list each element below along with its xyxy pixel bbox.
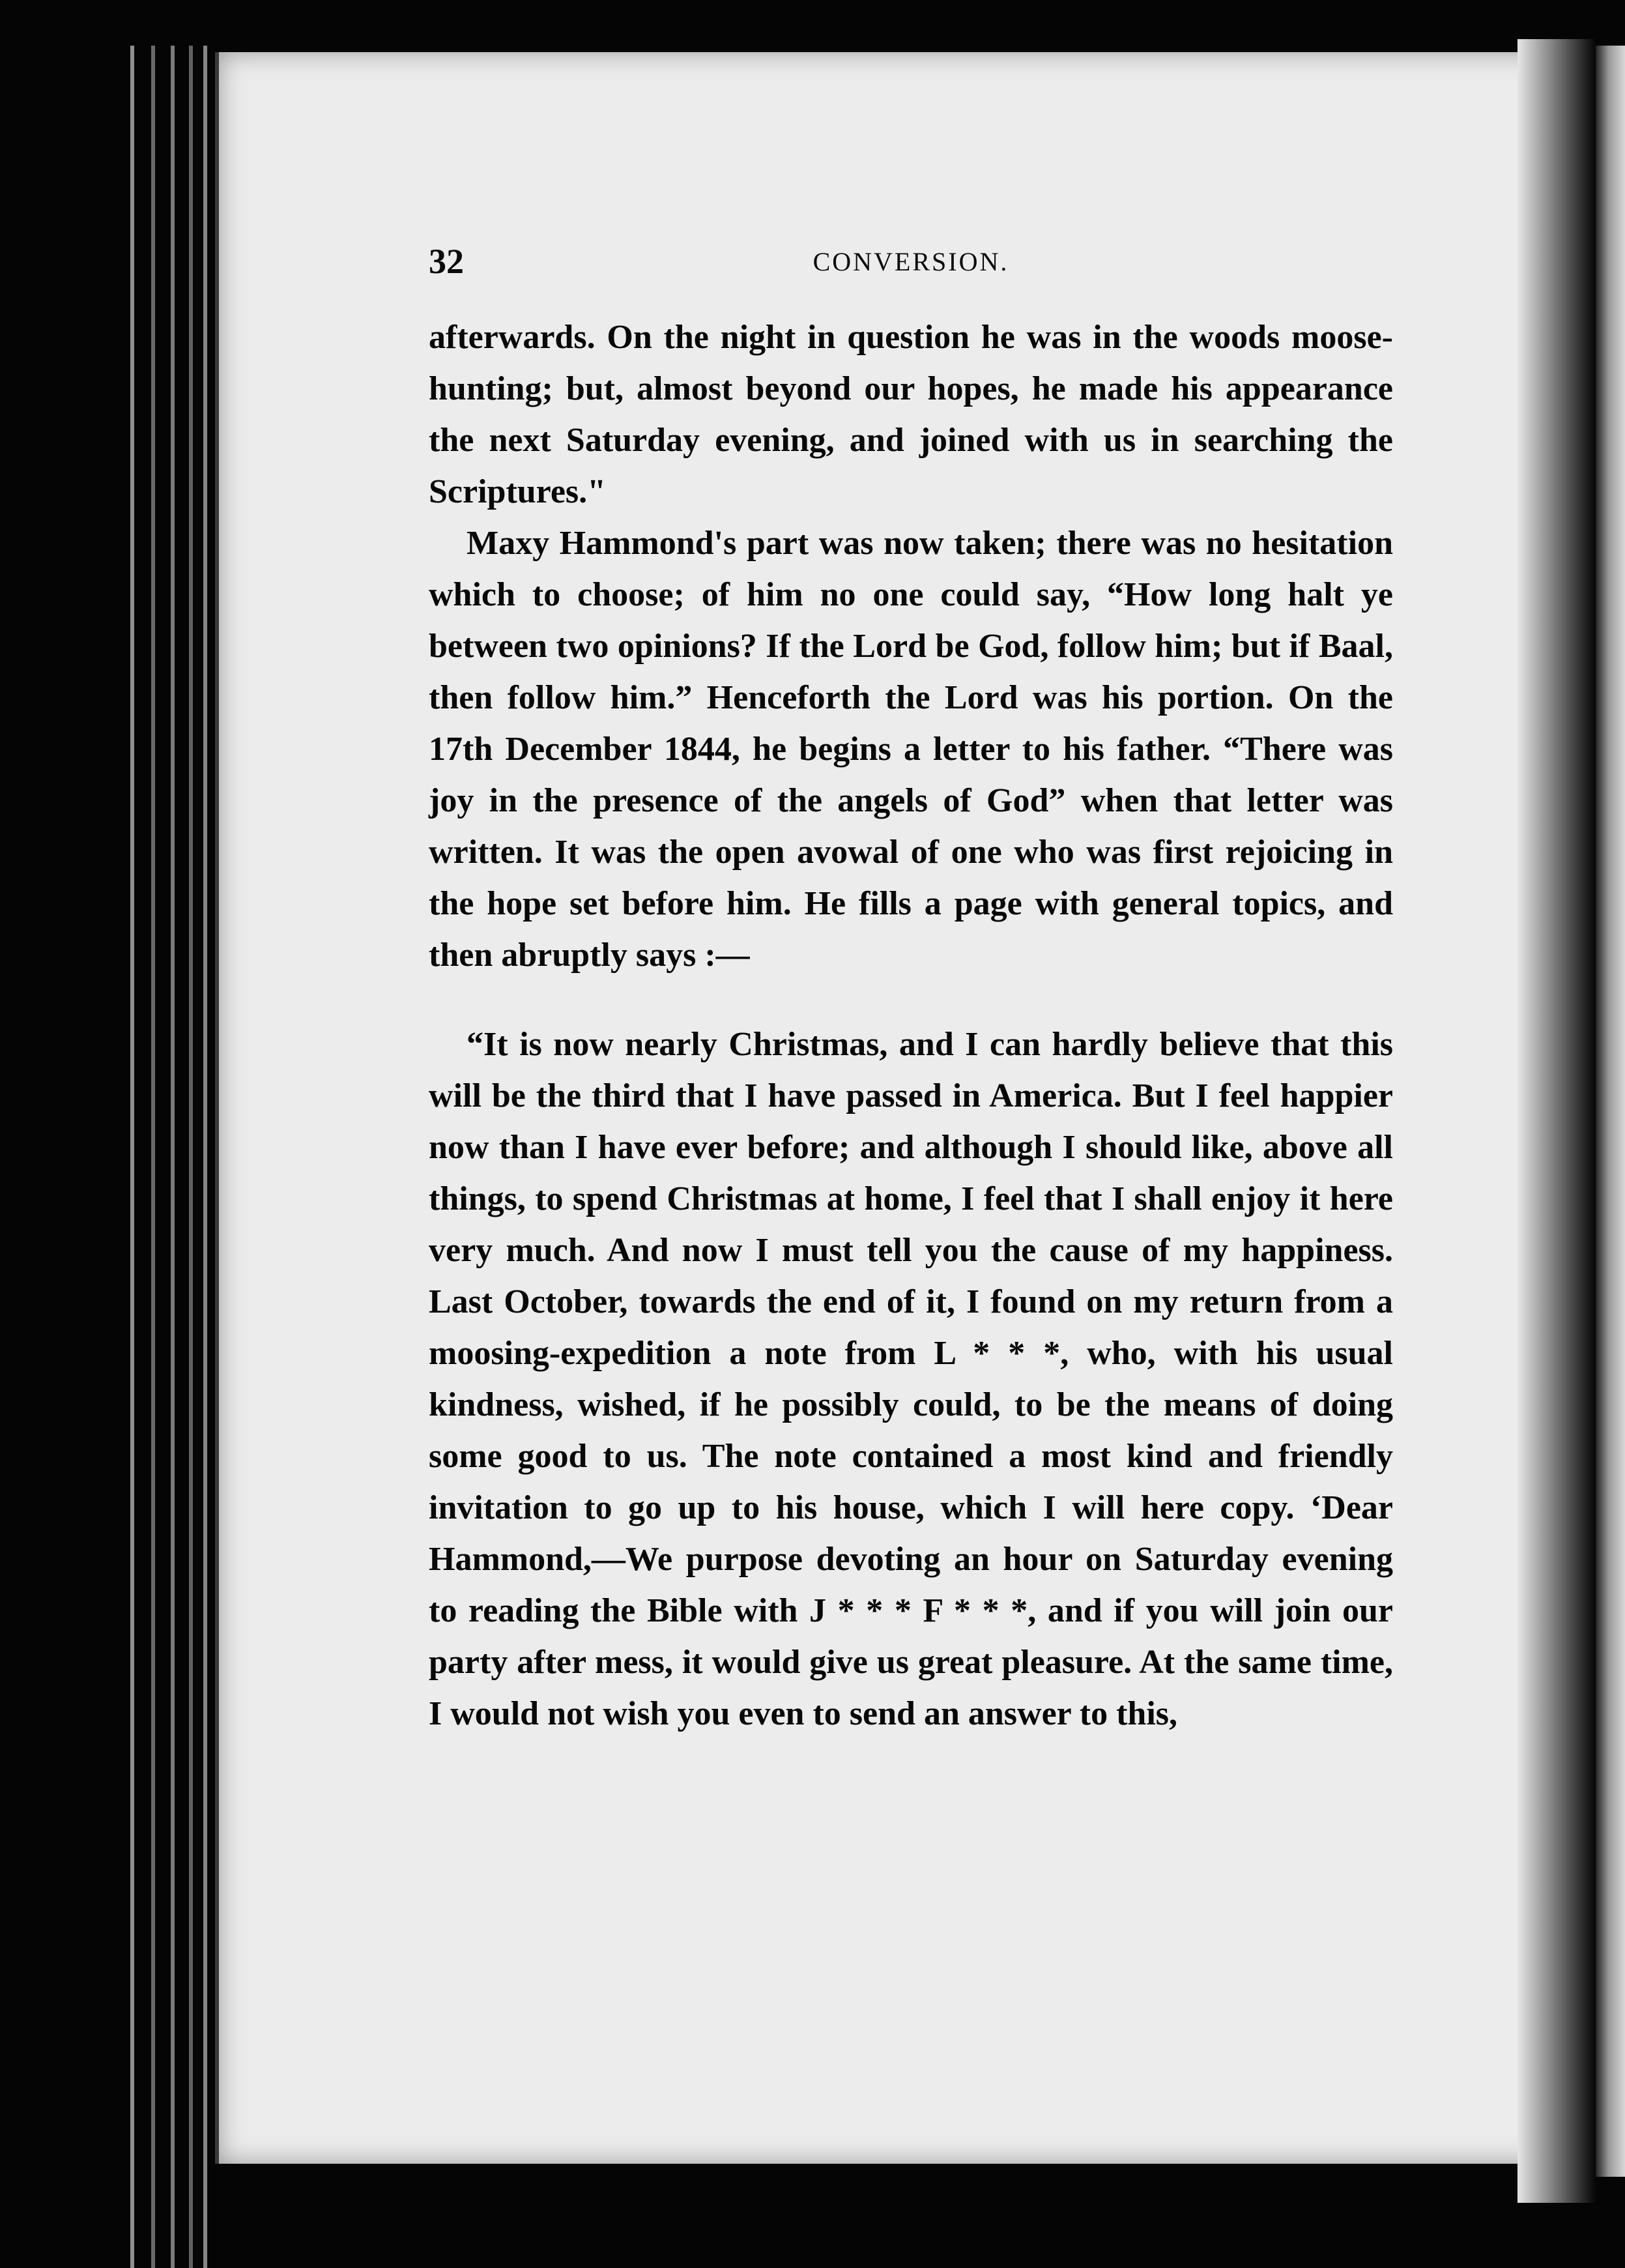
book-gutter bbox=[1517, 39, 1596, 2203]
facing-page-edge bbox=[1596, 46, 1625, 2177]
page-edge bbox=[189, 46, 193, 2268]
page-edge bbox=[130, 46, 134, 2268]
page-edge bbox=[203, 46, 207, 2268]
running-head bbox=[429, 241, 1393, 287]
paragraph-continuation: afterwards. On the night in question he was in the woods moose-hunting; but, almost beyond our hopes, he made his appearance the next Saturday evening, and joined with us in searching the Scriptures." bbox=[429, 319, 1393, 510]
page-edge bbox=[171, 46, 175, 2268]
letter-quotation: “It is now nearly Christmas, and I can hardly believe that this will be the third that I have passed in America. But I feel happier now than I have ever before; and although I should like, above all things, to spend Christmas at home, I feel that I shall enjoy it here very much. And now I must tell you the cause of my happiness. Last October, towards the end of it, I found on my return from a moosing-expedition a note from L * * *, who, with his usual kindness, wished, if he possibly could, to be the means of doing some good to us. The note contained a most kind and friendly invitation to go up to his house, which I will here copy. ‘Dear Hammond,—We purpose devoting an hour on Saturday evening to reading the Bible with J * * * F * * *, and if you will join our party after mess, it would give us great pleasure. At the same time, I would not wish you even to send an answer to this, bbox=[429, 1026, 1393, 1732]
page-edge bbox=[151, 46, 155, 2268]
paragraph: Maxy Hammond's part was now taken; there was no hesitation which to choose; of him no one could say, “How long halt ye between two opinions? If the Lord be God, follow him; but if Baal, then follow him.” Henceforth the Lord was his portion. On the 17th December 1844, he begins a letter to his father. “There was joy in the presence of the angels of God” when that letter was written. It was the open avowal of one who was first rejoicing in the hope set before him. He fills a page with general topics, and then abruptly says :— bbox=[429, 525, 1393, 974]
body-text bbox=[429, 312, 1393, 1739]
running-title: CONVERSION. bbox=[812, 247, 1009, 276]
page-number: 32 bbox=[429, 242, 464, 281]
